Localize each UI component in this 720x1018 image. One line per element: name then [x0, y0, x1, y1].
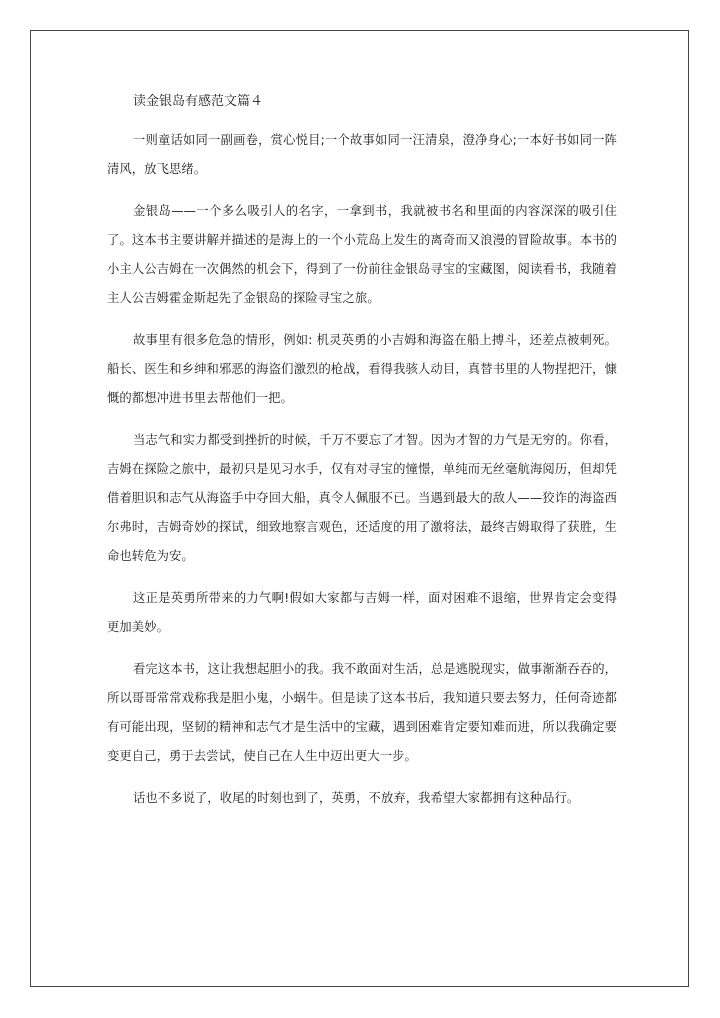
document-title: 读金银岛有感范文篇４	[133, 94, 264, 109]
paragraph-6: 看完这本书，这让我想起胆小的我。我不敢面对生活，总是逃脱现实，做事渐渐吞吞的，所以哥哥常常戏称我是胆小鬼，小蜗牛。但是读了这本书后，我知道只要去努力，任何奇迹都有可能出现，坚韧的精神和志气才是生活中的宝藏，遇到困难肯定要知难而进，所以我确定要变更自己，勇于去尝试，使自己在人生中迈出更大一步。	[107, 662, 617, 763]
paragraph-2: 金银岛——一个多么吸引人的名字，一拿到书，我就被书名和里面的内容深深的吸引住了。这本书主要讲解并描述的是海上的一个小荒岛上发生的离奇而又浪漫的冒险故事。本书的小主人公吉姆在一次偶然的机会下，得到了一份前往金银岛寻宝的宝藏图，阅读看书，我随着主人公吉姆霍金斯起先了金银岛的探险寻宝之旅。	[107, 204, 617, 305]
paragraph-5: 这正是英勇所带来的力气啊!假如大家都与吉姆一样，面对困难不退缩，世界肯定会变得更加美妙。	[107, 591, 617, 634]
paragraph-3: 故事里有很多危急的情形，例如: 机灵英勇的小吉姆和海盗在船上搏斗，还差点被刺死。船长、医生和乡绅和邪恶的海盗们激烈的枪战，看得我骇人动目，真替书里的人物捏把汗，慷慨的都想冲进书里去帮他们一把。	[107, 333, 617, 405]
document-body	[107, 92, 617, 826]
paragraph-1: 一则童话如同一副画卷，赏心悦目;一个故事如同一汪清泉，澄净身心;一本好书如同一阵清风，放飞思绪。	[107, 133, 617, 176]
paragraph-4: 当志气和实力都受到挫折的时候，千万不要忘了才智。因为才智的力气是无穷的。你看，吉姆在探险之旅中，最初只是见习水手，仅有对寻宝的憧憬，单纯而无丝毫航海阅历，但却凭借着胆识和志气从海盗手中夺回大船，真令人佩服不已。当遇到最大的敌人——狡诈的海盗西尔弗时，吉姆奇妙的探试，细致地察言观色，还适度的用了激将法，最终吉姆取得了获胜，生命也转危为安。	[107, 433, 617, 563]
paragraph-7: 话也不多说了，收尾的时刻也到了，英勇，不放弃，我希望大家都拥有这种品行。	[133, 791, 580, 805]
